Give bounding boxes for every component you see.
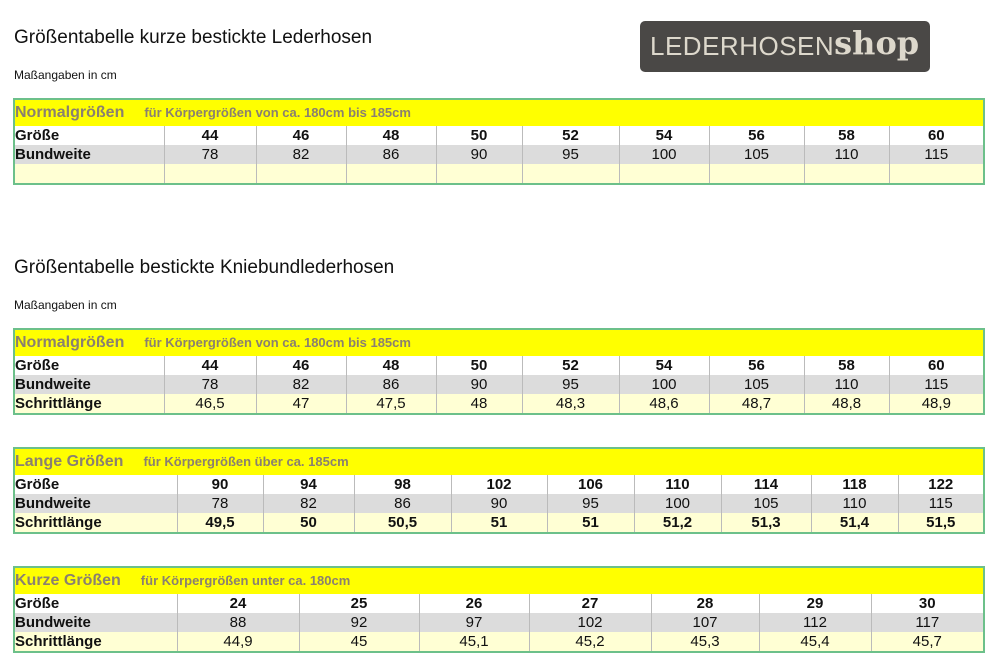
cell-value: 51	[451, 513, 547, 533]
cell-value: 48,6	[619, 394, 709, 414]
table-row	[14, 164, 984, 184]
cell-value: 45,4	[759, 632, 871, 652]
cell-value: 50	[436, 126, 522, 145]
cell-value: 100	[619, 375, 709, 394]
cell-value: 48,7	[709, 394, 804, 414]
cell-value: 94	[263, 475, 354, 494]
cell-value: 46	[256, 356, 346, 375]
cell-value: 95	[522, 375, 619, 394]
cell-value: 56	[709, 356, 804, 375]
table-header	[14, 567, 984, 594]
table-row	[14, 145, 984, 164]
cell-value: 100	[619, 145, 709, 164]
cell-value: 27	[529, 594, 651, 613]
cell-value: 95	[547, 494, 634, 513]
cell-value	[436, 164, 522, 184]
cell-value: 26	[419, 594, 529, 613]
cell-value: 78	[164, 375, 256, 394]
cell-value: 48,8	[804, 394, 889, 414]
cell-value: 86	[354, 494, 451, 513]
cell-value: 90	[436, 145, 522, 164]
row-label: Bundweite	[14, 145, 164, 164]
cell-value: 45	[299, 632, 419, 652]
table-header	[14, 448, 984, 475]
cell-value: 54	[619, 356, 709, 375]
cell-value: 60	[889, 126, 984, 145]
cell-value: 100	[634, 494, 721, 513]
table-row	[14, 126, 984, 145]
cell-value: 44	[164, 356, 256, 375]
row-label: Schrittlänge	[14, 632, 177, 652]
cell-value	[256, 164, 346, 184]
cell-value: 110	[634, 475, 721, 494]
cell-value: 95	[522, 145, 619, 164]
cell-value: 117	[871, 613, 984, 632]
cell-value: 30	[871, 594, 984, 613]
table-title: Lange Größen	[15, 453, 124, 470]
cell-value: 46,5	[164, 394, 256, 414]
row-label: Größe	[14, 594, 177, 613]
cell-value	[709, 164, 804, 184]
table-row	[14, 594, 984, 613]
cell-value: 44,9	[177, 632, 299, 652]
cell-value: 98	[354, 475, 451, 494]
cell-value: 45,1	[419, 632, 529, 652]
cell-value: 110	[804, 145, 889, 164]
cell-value: 48,9	[889, 394, 984, 414]
cell-value: 51	[547, 513, 634, 533]
cell-value: 115	[889, 375, 984, 394]
cell-value: 97	[419, 613, 529, 632]
row-label: Größe	[14, 126, 164, 145]
cell-value: 52	[522, 356, 619, 375]
section1-title: Größentabelle kurze bestickte Lederhosen	[14, 27, 373, 48]
cell-value	[619, 164, 709, 184]
cell-value: 115	[889, 145, 984, 164]
cell-value: 102	[451, 475, 547, 494]
table-subtitle: für Körpergrößen über ca. 185cm	[143, 454, 349, 469]
row-label: Größe	[14, 356, 164, 375]
row-label: Größe	[14, 475, 177, 494]
cell-value: 90	[451, 494, 547, 513]
table-row	[14, 632, 984, 652]
cell-value: 107	[651, 613, 759, 632]
cell-value: 56	[709, 126, 804, 145]
cell-value: 28	[651, 594, 759, 613]
table-title: Kurze Größen	[15, 572, 121, 589]
size-table-knee-short	[13, 566, 985, 653]
cell-value: 24	[177, 594, 299, 613]
row-label	[14, 164, 164, 184]
cell-value: 105	[709, 145, 804, 164]
cell-value: 58	[804, 356, 889, 375]
table-subtitle: für Körpergrößen unter ca. 180cm	[140, 573, 351, 588]
size-table-short-normal	[13, 98, 985, 185]
cell-value: 82	[256, 145, 346, 164]
cell-value: 45,2	[529, 632, 651, 652]
table-title: Normalgrößen	[15, 104, 125, 121]
cell-value: 44	[164, 126, 256, 145]
table-title: Normalgrößen	[15, 334, 125, 351]
cell-value	[164, 164, 256, 184]
cell-value: 82	[256, 375, 346, 394]
cell-value: 122	[898, 475, 984, 494]
cell-value	[522, 164, 619, 184]
cell-value: 102	[529, 613, 651, 632]
row-label: Bundweite	[14, 375, 164, 394]
cell-value: 51,3	[721, 513, 811, 533]
cell-value: 110	[804, 375, 889, 394]
cell-value: 90	[436, 375, 522, 394]
cell-value: 114	[721, 475, 811, 494]
cell-value: 118	[811, 475, 898, 494]
cell-value: 48	[436, 394, 522, 414]
cell-value	[346, 164, 436, 184]
cell-value	[804, 164, 889, 184]
table-row	[14, 356, 984, 375]
section2-title: Größentabelle bestickte Kniebundlederhosen	[14, 257, 395, 278]
table-subtitle: für Körpergrößen von ca. 180cm bis 185cm	[144, 105, 411, 120]
cell-value: 110	[811, 494, 898, 513]
cell-value: 50	[436, 356, 522, 375]
row-label: Bundweite	[14, 494, 177, 513]
cell-value: 82	[263, 494, 354, 513]
cell-value: 46	[256, 126, 346, 145]
cell-value: 58	[804, 126, 889, 145]
row-label: Schrittlänge	[14, 513, 177, 533]
cell-value: 47,5	[346, 394, 436, 414]
cell-value: 47	[256, 394, 346, 414]
cell-value: 25	[299, 594, 419, 613]
cell-value: 78	[164, 145, 256, 164]
size-table-knee-normal	[13, 328, 985, 415]
cell-value: 45,7	[871, 632, 984, 652]
cell-value: 115	[898, 494, 984, 513]
cell-value: 29	[759, 594, 871, 613]
cell-value: 105	[709, 375, 804, 394]
size-table-knee-long	[13, 447, 985, 534]
table-row	[14, 613, 984, 632]
table-row	[14, 513, 984, 533]
cell-value: 45,3	[651, 632, 759, 652]
cell-value: 51,5	[898, 513, 984, 533]
cell-value: 54	[619, 126, 709, 145]
cell-value: 49,5	[177, 513, 263, 533]
cell-value: 48	[346, 126, 436, 145]
table-row	[14, 494, 984, 513]
cell-value: 48	[346, 356, 436, 375]
cell-value: 106	[547, 475, 634, 494]
cell-value: 92	[299, 613, 419, 632]
table-row	[14, 475, 984, 494]
table-row	[14, 394, 984, 414]
cell-value: 86	[346, 145, 436, 164]
cell-value: 105	[721, 494, 811, 513]
cell-value: 90	[177, 475, 263, 494]
cell-value: 50,5	[354, 513, 451, 533]
row-label: Schrittlänge	[14, 394, 164, 414]
table-row	[14, 375, 984, 394]
table-subtitle: für Körpergrößen von ca. 180cm bis 185cm	[144, 335, 411, 350]
lederhosenshop-logo[interactable]	[640, 21, 930, 72]
cell-value: 86	[346, 375, 436, 394]
cell-value: 48,3	[522, 394, 619, 414]
table-header	[14, 99, 984, 126]
cell-value: 78	[177, 494, 263, 513]
logo-text-b: shop	[834, 23, 920, 62]
cell-value: 112	[759, 613, 871, 632]
cell-value: 51,2	[634, 513, 721, 533]
cell-value	[889, 164, 984, 184]
row-label: Bundweite	[14, 613, 177, 632]
cell-value: 50	[263, 513, 354, 533]
table-header	[14, 329, 984, 356]
logo-text-a: LEDERHOSEN	[650, 31, 835, 61]
cell-value: 60	[889, 356, 984, 375]
cell-value: 52	[522, 126, 619, 145]
cell-value: 51,4	[811, 513, 898, 533]
section1-unit-note: Maßangaben in cm	[14, 68, 117, 82]
section2-unit-note: Maßangaben in cm	[14, 298, 117, 312]
cell-value: 88	[177, 613, 299, 632]
